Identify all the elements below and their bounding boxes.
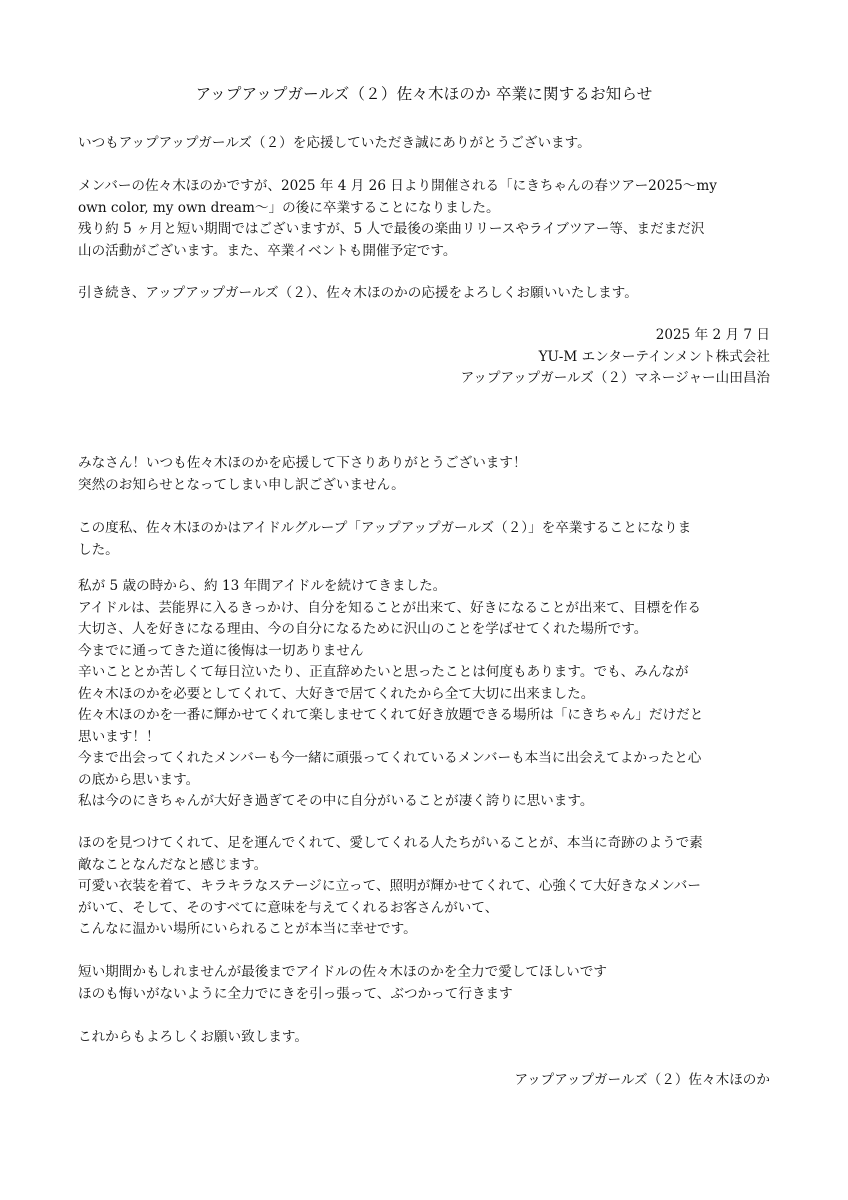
text-line: いつもアップアップガールズ（２）を応援していただき誠にありがとうございます。 bbox=[78, 135, 591, 151]
text-line: この度私、佐々木ほのかはアイドルグループ「アップアップガールズ（２）」を卒業することになりま bbox=[78, 520, 692, 536]
text-line: メンバーの佐々木ほのかですが、2025 年 4 月 26 日より開催される「にきちゃんの春ツアー2025〜my bbox=[78, 178, 717, 194]
notice-paragraph-1 bbox=[78, 176, 778, 262]
text-line: 私は今のにきちゃんが大好き過ぎてその中に自分がいることが凄く誇りに思います。 bbox=[78, 793, 594, 809]
text-line: 可愛い衣装を着て、キラキラなステージに立って、照明が輝かせてくれて、心強くて大好きなメンバー bbox=[78, 878, 701, 894]
text-line: 佐々木ほのかを一番に輝かせてくれて楽しませてくれて好き放題できる場所は「にきちゃん」だけだと bbox=[78, 707, 704, 723]
message-paragraph-3 bbox=[78, 576, 778, 813]
notice-manager: アップアップガールズ（２）マネージャー山田昌治 bbox=[460, 370, 770, 386]
text-line: 思います！！ bbox=[78, 728, 160, 745]
notice-greeting bbox=[78, 133, 778, 155]
text-line: ほのを見つけてくれて、足を運んでくれて、愛してくれる人たちがいることが、本当に奇跡のようで素 bbox=[78, 835, 703, 851]
message-paragraph-6 bbox=[78, 1027, 778, 1049]
text-line: 引き続き、アップアップガールズ（２）、佐々木ほのかの応援をよろしくお願いいたします。 bbox=[78, 285, 638, 301]
text-line: 佐々木ほのかを必要としてくれて、大好きで居てくれたから全て大切に出来ました。 bbox=[78, 685, 595, 702]
text-line: 今までに通ってきた道に後悔は一切ありません bbox=[78, 642, 364, 659]
notice-company: YU-M エンターテインメント株式会社 bbox=[538, 348, 770, 365]
text-line: の底から思います。 bbox=[78, 771, 200, 788]
notice-date: 2025 年 2 月 7 日 bbox=[655, 327, 770, 343]
text-line: した。 bbox=[78, 541, 119, 558]
text-line: 辛いこととか苦しくて毎日泣いたり、正直辞めたいと思ったことは何度もあります。でも、みんなが bbox=[78, 664, 689, 680]
text-line: 突然のお知らせとなってしまい申し訳ございません。 bbox=[78, 476, 405, 493]
notice-paragraph-2 bbox=[78, 283, 778, 305]
text-line: 敵なことなんだなと感じます。 bbox=[78, 856, 268, 873]
notice-signature-block bbox=[461, 325, 770, 390]
text-line: がいて、そして、そのすべてに意味を与えてくれるお客さんがいて、 bbox=[78, 899, 499, 916]
text-line: 残り約 5 ヶ月と短い期間ではございますが、5 人で最後の楽曲リリースやライブツアー等、まだまだ沢 bbox=[78, 221, 705, 237]
text-line: 短い期間かもしれませんが最後までアイドルの佐々木ほのかを全力で愛してほしいです bbox=[78, 964, 607, 980]
message-paragraph-2 bbox=[78, 518, 778, 561]
text-line: 今まで出会ってくれたメンバーも今一緒に頑張ってくれているメンバーも本当に出会えてよかったと心 bbox=[78, 750, 702, 766]
text-line: 私が 5 歳の時から、約 13 年間アイドルを続けてきました。 bbox=[78, 578, 447, 594]
text-line: 大切さ、人を好きになる理由、今の自分になるために沢山のことを学ばせてくれた場所です。 bbox=[78, 621, 648, 637]
text-line: これからもよろしくお願い致します。 bbox=[78, 1029, 309, 1045]
message-signature bbox=[514, 1070, 770, 1092]
text-line: アイドルは、芸能界に入るきっかけ、自分を知ることが出来て、好きになることが出来て、目標を作る bbox=[78, 599, 701, 616]
text-line: ほのも悔いがないように全力でにきを引っ張って、ぶつかって行きます bbox=[78, 985, 513, 1002]
text-line: own color, my own dream〜」の後に卒業することになりました。 bbox=[78, 199, 500, 216]
message-paragraph-5 bbox=[78, 962, 778, 1005]
text-line: みなさん！いつも佐々木ほのかを応援して下さりありがとうございます！ bbox=[78, 455, 527, 471]
text-line: 山の活動がございます。また、卒業イベントも開催予定です。 bbox=[78, 242, 457, 259]
page-title: アップアップガールズ（２）佐々木ほのか 卒業に関するお知らせ bbox=[195, 85, 653, 103]
text-line: こんなに温かい場所にいられることが本当に幸せです。 bbox=[78, 921, 417, 937]
signature-text: アップアップガールズ（２）佐々木ほのか bbox=[514, 1072, 770, 1088]
message-paragraph-4 bbox=[78, 833, 778, 941]
message-paragraph-1 bbox=[78, 453, 778, 496]
